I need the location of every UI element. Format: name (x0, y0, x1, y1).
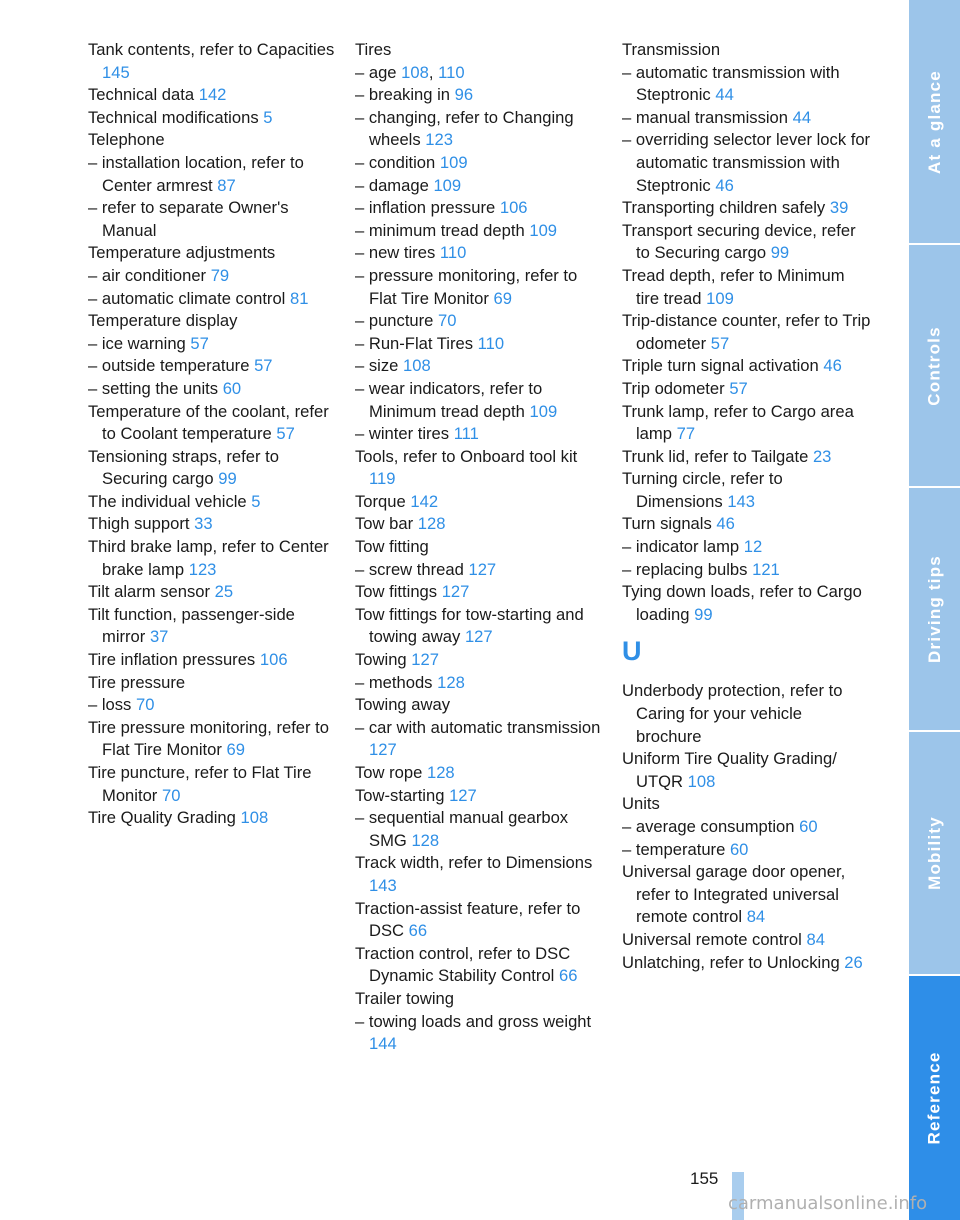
index-entry (355, 988, 605, 1011)
index-entry (355, 807, 605, 852)
tab-at-a-glance[interactable] (909, 0, 960, 243)
entry-text: – setting the units (88, 378, 219, 398)
page-link[interactable]: 108 (401, 62, 429, 82)
page-link[interactable]: 123 (425, 130, 453, 150)
entry-text: Universal garage door opener, refer to Integrated universal remote control (622, 862, 846, 927)
page-link[interactable]: 142 (198, 85, 227, 105)
entry-text: – automatic climate control (88, 288, 286, 308)
entry-text: – wear indicators, refer to Minimum tread depth (355, 378, 543, 421)
page-link[interactable]: 110 (438, 62, 465, 82)
entry-text: – age (355, 62, 397, 82)
index-entry (622, 378, 872, 401)
index-entry (355, 310, 605, 333)
page-link[interactable]: 106 (499, 198, 528, 218)
index-entry (355, 242, 605, 265)
entry-text: Temperature adjustments (88, 243, 276, 263)
entry-text: Tire pressure (88, 672, 186, 692)
index-entry (355, 62, 605, 85)
page-link[interactable]: 79 (210, 265, 230, 285)
index-entry (88, 265, 338, 288)
page-link[interactable]: 23 (812, 446, 832, 466)
page-link[interactable]: 5 (251, 491, 261, 511)
index-entry (88, 197, 338, 242)
entry-text: Tensioning straps, refer to Securing cargo (88, 446, 279, 489)
entry-text: – outside temperature (88, 356, 250, 376)
index-entry (88, 694, 338, 717)
page-link[interactable]: 81 (290, 288, 309, 308)
entry-text: – replacing bulbs (622, 559, 748, 579)
page-link[interactable]: 60 (799, 817, 818, 836)
entry-text: Units (622, 794, 660, 814)
index-entry (622, 446, 872, 469)
index-entry (88, 672, 338, 695)
index-entry (355, 581, 605, 604)
index-entry (88, 446, 338, 491)
entry-text: Third brake lamp, refer to Center brake lamp (88, 537, 329, 579)
page-link[interactable]: 84 (746, 907, 766, 927)
index-entry (88, 378, 338, 401)
tab-mobility[interactable] (909, 732, 960, 974)
index-entry (88, 288, 338, 311)
index-entry (355, 423, 605, 446)
entry-text: Transporting children safely (622, 198, 826, 218)
page-link[interactable]: 69 (493, 288, 512, 308)
page-link[interactable]: 70 (135, 695, 155, 715)
entry-text: – pressure monitoring, refer to Flat Tire Monitor (355, 265, 578, 308)
entry-text: – indicator lamp (622, 537, 740, 557)
page-link[interactable]: 109 (433, 175, 462, 195)
tab-reference[interactable] (909, 976, 960, 1220)
page-link[interactable]: 46 (823, 356, 842, 376)
page-link[interactable]: 69 (226, 740, 245, 760)
index-entry (355, 265, 605, 310)
index-entry (622, 793, 872, 816)
entry-text: Uniform Tire Quality Grading/ UTQR (622, 749, 837, 791)
index-entry (622, 197, 872, 220)
entry-text: – sequential manual gearbox SMG (355, 808, 569, 850)
page-link[interactable]: 128 (417, 514, 446, 534)
index-entry (355, 604, 605, 649)
index-entry (88, 581, 338, 604)
index-entry (88, 333, 338, 356)
index-entry (88, 762, 338, 807)
entry-text: Track width, refer to Dimensions (355, 853, 593, 873)
page-link[interactable]: 46 (716, 514, 735, 534)
page-link[interactable]: 99 (694, 604, 713, 624)
entry-text: – Run-Flat Tires (355, 333, 474, 353)
entry-text: Trailer towing (355, 988, 454, 1008)
entry-text: – manual transmission (622, 107, 789, 127)
page-link[interactable]: 12 (743, 537, 763, 557)
index-entry (622, 220, 872, 265)
entry-text: Trip-distance counter, refer to Trip odometer (622, 311, 871, 353)
entry-text: Thigh support (88, 514, 190, 534)
entry-text: – overriding selector lever lock for automatic transmission with Steptronic (622, 130, 871, 195)
entry-text: – installation location, refer to Center armrest (88, 152, 304, 195)
index-entry (355, 649, 605, 672)
index-entry (355, 491, 605, 514)
page-separator: , (428, 62, 434, 82)
index-entry (88, 807, 338, 830)
index-entry (88, 604, 338, 649)
page-link[interactable]: 57 (710, 333, 730, 353)
index-entry (622, 107, 872, 130)
page-link[interactable]: 57 (254, 356, 273, 376)
entry-text: – temperature (622, 839, 726, 859)
page-link[interactable]: 143 (727, 491, 756, 511)
entry-text: Tilt alarm sensor (88, 582, 211, 602)
page-link[interactable]: 109 (439, 152, 468, 172)
entry-text: – changing, refer to Changing wheels (355, 107, 574, 150)
page-link[interactable]: 26 (844, 952, 863, 972)
page-link[interactable]: 84 (806, 929, 825, 949)
tab-label: At a glance (924, 69, 944, 174)
entry-text: Tow fittings (355, 582, 438, 602)
entry-text: Technical data (88, 85, 195, 105)
page-link[interactable]: 37 (149, 627, 169, 647)
index-entry (355, 694, 605, 717)
entry-text: – refer to separate Owner's Manual (88, 198, 289, 240)
index-entry (355, 785, 605, 808)
entry-text: – towing loads and gross weight (355, 1011, 592, 1031)
index-entry (622, 929, 872, 952)
entry-text: Tire pressure monitoring, refer to Flat Tire Monitor (88, 717, 330, 760)
page-link[interactable]: 110 (439, 243, 467, 263)
entry-text: – screw thread (355, 559, 464, 579)
entry-text: Tow rope (355, 763, 423, 782)
index-entry (355, 333, 605, 356)
page-link[interactable]: 33 (194, 514, 213, 534)
page-link[interactable]: 96 (454, 85, 474, 105)
entry-text: – methods (355, 672, 433, 692)
index-entry (88, 310, 338, 333)
index-column-2 (355, 39, 605, 1056)
page-link[interactable]: 127 (411, 650, 439, 670)
entry-text: – ice warning (88, 333, 186, 353)
entry-text: – size (355, 356, 399, 376)
index-entry (88, 242, 338, 265)
page-link[interactable]: 128 (437, 672, 465, 692)
entry-text: Universal remote control (622, 929, 802, 949)
index-entry (622, 355, 872, 378)
page-link[interactable]: 70 (161, 785, 181, 805)
page-link[interactable]: 127 (369, 740, 397, 760)
index-entry (355, 220, 605, 243)
entry-text: Underbody protection, refer to Caring for your vehicle brochure (622, 681, 843, 746)
chapter-sidebar (909, 0, 960, 1220)
index-entry (355, 852, 605, 897)
index-entry (355, 513, 605, 536)
entry-text: Towing (355, 650, 407, 670)
entry-text: Transmission (622, 40, 721, 59)
entry-text: – winter tires (355, 424, 450, 444)
entry-text: Temperature of the coolant, refer to Coolant temperature (88, 401, 329, 444)
entry-text: Telephone (88, 130, 165, 150)
watermark: carmanualsonline.info (728, 1193, 928, 1214)
entry-text: Trip odometer (622, 378, 725, 398)
entry-text: – loss (88, 695, 132, 715)
index-entry (88, 152, 338, 197)
page-link[interactable]: 123 (188, 559, 217, 579)
entry-text: Tow fitting (355, 537, 429, 557)
index-entry (622, 748, 872, 793)
page-link[interactable]: 60 (222, 378, 242, 398)
page-link[interactable]: 106 (259, 650, 288, 670)
tab-label: Controls (924, 325, 944, 406)
entry-text: Tying down loads, refer to Cargo loading (622, 582, 862, 624)
index-entry (355, 378, 605, 423)
index-entry (622, 62, 872, 107)
index-entry (622, 559, 872, 582)
entry-text: Towing away (355, 695, 451, 715)
index-entry (622, 401, 872, 446)
entry-text: Tank contents, refer to Capacities (88, 40, 335, 59)
page-link[interactable]: 99 (218, 469, 237, 489)
index-entry (355, 446, 605, 491)
entry-text: – new tires (355, 243, 436, 263)
page-link[interactable]: 111 (453, 424, 479, 444)
index-entry (622, 816, 872, 839)
entry-text: Triple turn signal activation (622, 356, 819, 376)
entry-text: – puncture (355, 311, 434, 331)
entry-text: – damage (355, 175, 429, 195)
page-link[interactable]: 44 (715, 85, 734, 105)
page-link[interactable]: 127 (441, 582, 470, 602)
page-link[interactable]: 66 (408, 921, 428, 941)
index-entry (355, 175, 605, 198)
entry-text: Tires (355, 40, 392, 59)
page-link[interactable]: 66 (558, 966, 578, 986)
entry-text: – car with automatic transmission (355, 717, 601, 737)
page-link[interactable]: 109 (706, 288, 734, 308)
index-entry (622, 129, 872, 197)
entry-text: – average consumption (622, 817, 795, 836)
entry-text: – minimum tread depth (355, 220, 525, 240)
page-link[interactable]: 57 (276, 424, 295, 444)
page-link[interactable]: 77 (676, 424, 696, 444)
tab-label: Reference (924, 1051, 944, 1145)
page-link[interactable]: 127 (468, 559, 497, 579)
index-entry (355, 1011, 605, 1056)
entry-text: Temperature display (88, 311, 238, 331)
page-link[interactable]: 57 (190, 333, 209, 353)
index-column-1 (88, 39, 338, 830)
page-link[interactable]: 70 (438, 311, 457, 331)
page-link[interactable]: 143 (369, 875, 397, 895)
index-entry (355, 197, 605, 220)
entry-text: – air conditioner (88, 265, 207, 285)
page-link[interactable]: 108 (402, 356, 431, 376)
entry-text: Tow-starting (355, 785, 445, 805)
entry-text: Tread depth, refer to Minimum tire tread (622, 265, 845, 308)
index-entry (622, 468, 872, 513)
entry-text: – automatic transmission with Steptronic (622, 62, 840, 105)
index-entry (88, 401, 338, 446)
index-entry (622, 265, 872, 310)
index-entry (88, 129, 338, 152)
entry-text: Tire puncture, refer to Flat Tire Monitor (88, 763, 312, 805)
page-link[interactable]: 99 (770, 243, 790, 263)
index-entry (622, 581, 872, 626)
index-entry (622, 513, 872, 536)
page-link[interactable]: 121 (752, 559, 780, 579)
index-entry (88, 355, 338, 378)
index-entry (88, 84, 338, 107)
page-link[interactable]: 119 (369, 469, 396, 489)
index-entry (355, 717, 605, 762)
tab-label: Mobility (924, 816, 944, 890)
index-entry (355, 84, 605, 107)
index-entry (355, 355, 605, 378)
page-link[interactable]: 109 (529, 401, 558, 421)
entry-text: – condition (355, 152, 436, 172)
index-entry (355, 152, 605, 175)
entry-text: Torque (355, 491, 406, 511)
entry-text: Tire Quality Grading (88, 808, 236, 828)
index-entry (88, 649, 338, 672)
page-link[interactable]: 108 (240, 808, 269, 828)
page-link[interactable]: 25 (214, 582, 234, 602)
section-letter: U (622, 636, 642, 667)
index-entry (355, 943, 605, 988)
entry-text: Trunk lamp, refer to Cargo area lamp (622, 401, 854, 444)
page-link[interactable]: 109 (529, 220, 558, 240)
index-entry (622, 536, 872, 559)
index-entry (622, 680, 872, 748)
index-entry (622, 839, 872, 862)
entry-text: – inflation pressure (355, 198, 496, 218)
page-link[interactable]: 144 (369, 1034, 397, 1054)
index-entry (355, 672, 605, 695)
entry-text: Tow bar (355, 514, 414, 534)
page-link[interactable]: 142 (410, 491, 439, 511)
entry-text: Turning circle, refer to Dimensions (622, 469, 783, 511)
index-entry (355, 39, 605, 62)
index-entry (88, 717, 338, 762)
page-link[interactable]: 39 (829, 198, 849, 218)
entry-text: Tilt function, passenger-side mirror (88, 604, 295, 647)
entry-text: Unlatching, refer to Unlocking (622, 952, 840, 972)
page-link[interactable]: 108 (687, 771, 716, 791)
page-number: 155 (690, 1169, 719, 1188)
page-link[interactable]: 44 (792, 107, 812, 127)
index-entry (355, 762, 605, 785)
entry-text: Traction control, refer to DSC Dynamic Stability Control (355, 943, 571, 986)
index-entry (88, 536, 338, 581)
page-link[interactable]: 127 (464, 627, 493, 647)
index-entry (622, 861, 872, 929)
page-link[interactable]: 5 (263, 107, 273, 127)
index-entry (88, 513, 338, 536)
index-entry (355, 107, 605, 152)
page-link[interactable]: 110 (477, 333, 505, 353)
entry-text: Traction-assist feature, refer to DSC (355, 898, 581, 941)
page-link[interactable]: 60 (729, 839, 749, 859)
index-entry (88, 491, 338, 514)
entry-text: – breaking in (355, 85, 451, 105)
entry-text: Trunk lid, refer to Tailgate (622, 446, 809, 466)
index-entry (622, 310, 872, 355)
index-entry (622, 39, 872, 62)
page-link[interactable]: 128 (426, 763, 455, 782)
entry-text: Tools, refer to Onboard tool kit (355, 446, 578, 466)
page-link[interactable]: 127 (449, 785, 477, 805)
index-entry (88, 107, 338, 130)
index-entry (355, 898, 605, 943)
page-link[interactable]: 145 (102, 62, 130, 82)
entry-text: The individual vehicle (88, 491, 247, 511)
page-link[interactable]: 57 (729, 378, 748, 398)
index-entry (355, 536, 605, 559)
entry-text: Tire inflation pressures (88, 650, 256, 670)
entry-text: Technical modifications (88, 107, 259, 127)
page-link[interactable]: 46 (715, 175, 734, 195)
tab-driving-tips[interactable] (909, 488, 960, 730)
entry-text: Tow fittings for tow-starting and towing away (355, 604, 584, 647)
index-entry (355, 559, 605, 582)
entry-text: Turn signals (622, 514, 712, 534)
page-link[interactable]: 87 (217, 175, 236, 195)
tab-controls[interactable] (909, 245, 960, 486)
entry-text: Transport securing device, refer to Securing cargo (622, 220, 856, 263)
page-link[interactable]: 128 (411, 830, 440, 850)
tab-label: Driving tips (924, 555, 944, 663)
index-entry (622, 952, 872, 975)
index-column-3 (622, 39, 872, 974)
index-entry (88, 39, 338, 84)
